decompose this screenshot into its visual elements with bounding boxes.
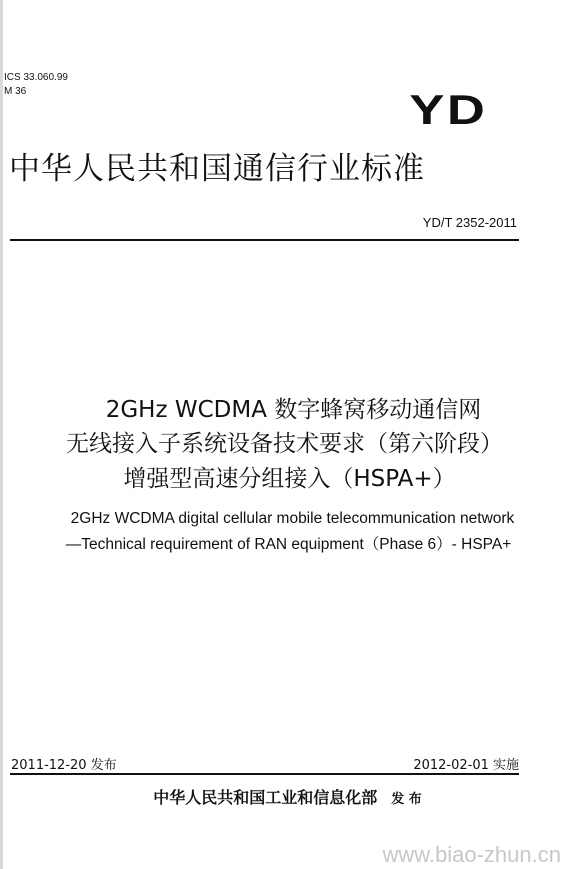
en-title-line-1: 2GHz WCDMA digital cellular mobile telecommunication network	[70, 510, 515, 527]
site-watermark: www.biao-zhun.cn	[382, 842, 561, 867]
en-title-line-2: —Technical requirement of RAN equipment（Phase 6）- HSPA+	[65, 536, 512, 553]
issue-date: 2011-12-20 发布	[11, 758, 117, 773]
standard-number: YD/T 2352-2011	[422, 215, 517, 230]
classification-codes	[4, 71, 68, 99]
bottom-divider	[10, 773, 519, 775]
cn-title-line-3: 增强型高速分组接入（HSPA+）	[123, 466, 456, 492]
top-divider	[10, 239, 519, 241]
publish-verb: 发 布	[391, 792, 422, 807]
yd-logo: YD	[409, 86, 487, 133]
ccs-code: M 36	[4, 86, 27, 97]
publisher-line	[0, 785, 569, 808]
cn-title-line-2: 无线接入子系统设备技术要求（第六阶段）	[66, 431, 503, 457]
industry-standard-title: 中华人民共和国通信行业标准	[9, 151, 425, 187]
implementation-date: 2012-02-01 实施	[413, 758, 519, 773]
publisher-name: 中华人民共和国工业和信息化部	[153, 788, 378, 807]
cn-title-line-1: 2GHz WCDMA 数字蜂窝移动通信网	[105, 397, 482, 423]
ics-code: ICS 33.060.99	[4, 72, 68, 83]
